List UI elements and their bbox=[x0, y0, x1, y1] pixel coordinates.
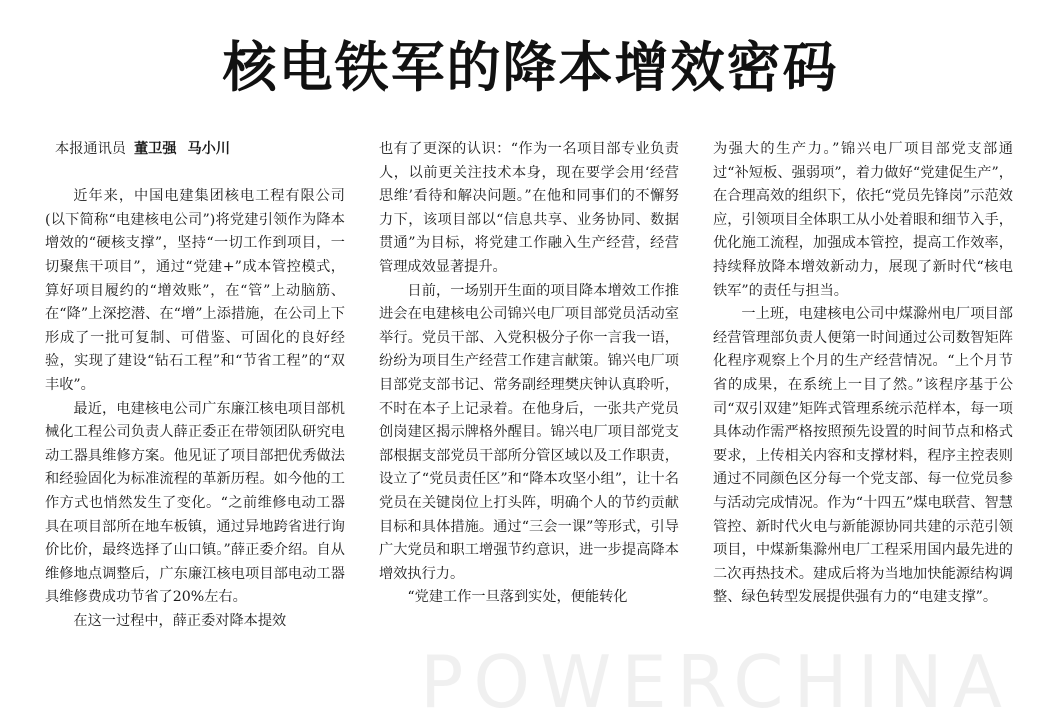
paragraph: 在这一过程中，薛正委对降本提效 bbox=[73, 612, 287, 629]
byline bbox=[45, 138, 345, 162]
column-3 bbox=[713, 138, 1013, 698]
byline-authors: 董卫强 马小川 bbox=[133, 141, 231, 157]
paragraph: 近年来，中国电建集团核电工程有限公司(以下简称“电建核电公司”)将党建引领作为降本增效的“硬核支撑”，坚持“一切工作到项目，一切聚焦干项目”，通过“党建+”成本管控模式，算好项目履约的“增效账”，在“管”上动脑筋、在“降”上深挖潜、在“增”上添措施，在公司上下形成了一批可复制、可借鉴、可固化的良好经验，实现了建设“钻石工程”和“节省工程”的“双丰收”。 bbox=[45, 188, 345, 393]
watermark: POWERCHINA bbox=[420, 640, 1012, 724]
article-headline: 核电铁军的降本增效密码 bbox=[222, 36, 839, 99]
column-1 bbox=[45, 138, 345, 698]
paragraph: 日前，一场别开生面的项目降本增效工作推进会在电建核电公司锦兴电厂项目部党员活动室举行。党员干部、入党积极分子你一言我一语，纷纷为项目生产经营工作建言献策。锦兴电厂项目部党支部书记、常务副经理樊庆钟认真聆听，不时在本子上记录着。在他身后，一张共产党员创岗建区揭示牌格外醒目。锦兴电厂项目部党支部根据支部党员干部所分管区域以及工作职责，设立了“党员责任区”和“降本攻坚小组”，让十名党员在关键岗位上打头阵，明确个人的节约贡献目标和具体措施。通过“三会一课”等形式，引导广大党员和职工增强节约意识，进一步提高降本增效执行力。 bbox=[379, 282, 679, 582]
paragraph: 一上班，电建核电公司中煤滁州电厂项目部经营管理部负责人便第一时间通过公司数智矩阵化程序观察上个月的生产经营情况。“上个月节省的成果，在系统上一目了然。”该程序基于公司“双引双建”矩阵式管理系统示范样本，每一项具体动作需严格按照预先设置的时间节点和格式要求，上传相关内容和支撑材料，程序主控表则通过不同颜色区分每一个党支部、每一位党员参与活动完成情况。作为“十四五”煤电联营、智慧管控、新时代火电与新能源协同共建的示范引领项目，中煤新集滁州电厂工程采用国内最先进的二次再热技术。建成后将为当地加快能源结构调整、绿色转型发展提供强有力的“电建支撑”。 bbox=[713, 306, 1013, 606]
column-2 bbox=[379, 138, 679, 698]
byline-label: 本报通讯员 bbox=[55, 141, 126, 157]
paragraph: 最近，电建核电公司广东廉江核电项目部机械化工程公司负责人薛正委正在带领团队研究电动工器具维修方案。他见证了项目部把优秀做法和经验固化为标准流程的革新历程。如今他的工作方式也悄然发生了变化。“之前维修电动工器具在项目部所在地车板镇，通过异地跨省进行询价比价，最终选择了山口镇。”薛正委介绍。自从维修地点调整后，广东廉江核电项目部电动工器具维修费成功节省了20%左右。 bbox=[45, 400, 345, 606]
article-body bbox=[45, 138, 1035, 698]
paragraph: “党建工作一旦落到实处，便能转化 bbox=[407, 589, 628, 606]
paragraph-continued: 为强大的生产力。”锦兴电厂项目部党支部通过“补短板、强弱项”，着力做好“党建促生产”，在合理高效的组织下，依托“党员先锋岗”示范效应，引领项目全体职工从小处着眼和细节入手，优化施工流程，加强成本管控，提高工作效率，持续释放降本增效新动力，展现了新时代“核电铁军”的责任与担当。 bbox=[713, 141, 1013, 299]
paragraph-continued: 也有了更深的认识：“作为一名项目部专业负责人，以前更关注技术本身，现在要学会用‘经营思维’看待和解决问题。”在他和同事们的不懈努力下，该项目部以“信息共享、业务协同、数据贯通”为目标，将党建工作融入生产经营，经营管理成效显著提升。 bbox=[379, 141, 679, 275]
